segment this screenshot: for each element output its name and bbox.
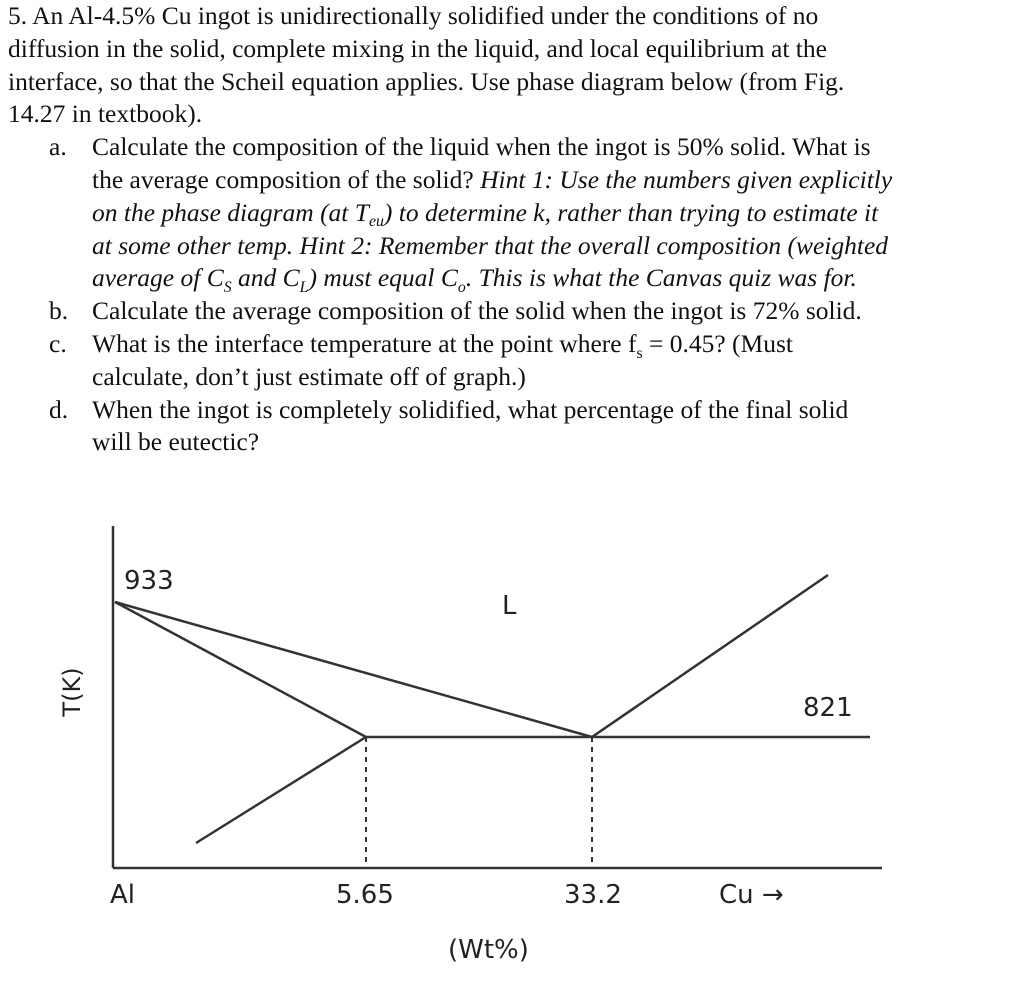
intro-line-4: 14.27 in textbook). (8, 99, 203, 129)
part-a-label: a. (49, 132, 67, 162)
part-b-line-1: Calculate the average composition of the solid when the ingot is 72% solid. (92, 296, 862, 326)
intro-line-2: diffusion in the solid, complete mixing in the liquid, and local equilibrium at the (8, 33, 827, 63)
liquidus-al-side (115, 602, 592, 737)
part-c-label: c. (49, 328, 67, 358)
part-a-line-2: the average composition of the solid? Hint 1: Use the numbers given explicitly (92, 164, 893, 194)
y-axis-label: T(K) (58, 667, 86, 717)
x-tick-33-2: 33.2 (564, 880, 622, 910)
part-a-line-5: average of $C_S$ and $C_L$) must equal $C_o$. This is what the Canvas quiz was for. (92, 263, 857, 296)
part-a-line-4: at some other temp. Hint 2: Remember that the overall composition (weighted (92, 230, 889, 260)
x-tick-5-65: 5.65 (336, 880, 394, 910)
eutectic-temp-label: 821 (803, 693, 853, 723)
x-tick-al: Al (110, 880, 136, 910)
x-axis-label: (Wt%) (448, 935, 529, 965)
part-b-label: b. (49, 296, 69, 326)
part-d-line-2: will be eutectic? (92, 427, 260, 457)
part-c-line-2: calculate, don’t just estimate off of graph.) (92, 361, 526, 391)
part-d-line-1: When the ingot is completely solidified, what percentage of the final solid (92, 394, 849, 424)
intro-line-1: 5. An Al-4.5% Cu ingot is unidirectionally solidified under the conditions of no (8, 1, 819, 30)
x-tick-cu: Cu → (719, 880, 784, 910)
solvus-line (196, 737, 366, 843)
part-a-line-1: Calculate the composition of the liquid when the ingot is 50% solid. What is (92, 132, 871, 162)
part-d-label: d. (49, 394, 69, 424)
solidus-line (115, 602, 366, 737)
liquidus-cu-side (592, 575, 828, 737)
part-c-line-1: What is the interface temperature at the point where $f_s = 0.45$? (Must (92, 328, 793, 362)
intro-line-3: interface, so that the Scheil equation applies. Use phase diagram below (from Fig. (8, 66, 845, 96)
liquid-region-label: L (502, 591, 517, 621)
melting-point-label: 933 (124, 566, 174, 596)
part-a-line-3: on the phase diagram (at $T_{eu}$) to determine k, rather than trying to estimate it (92, 197, 879, 231)
